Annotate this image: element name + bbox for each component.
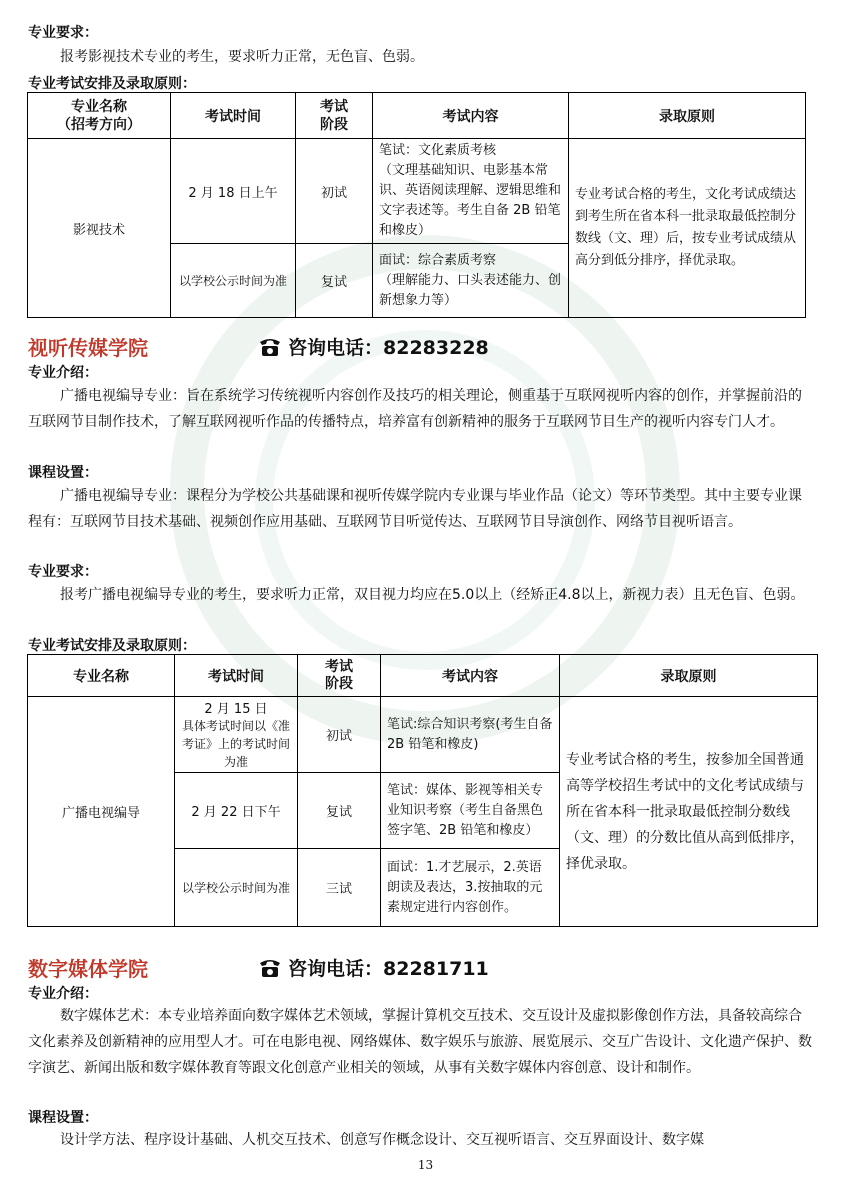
major-cell: 广播电视编导: [28, 697, 175, 927]
telephone-icon: [258, 958, 282, 978]
phone-number: 82283228: [383, 337, 489, 359]
telephone-icon: [258, 337, 282, 357]
college-title: 视听传媒学院: [28, 336, 148, 360]
table-row: [28, 697, 818, 773]
course-heading: 课程设置：: [28, 1110, 98, 1126]
stage-cell: 初试: [296, 139, 373, 244]
header-principle: 录取原则: [569, 93, 806, 139]
course-heading: 课程设置：: [28, 465, 98, 481]
table-header-row: [28, 93, 806, 139]
exam-heading: 专业考试安排及录取原则：: [28, 76, 196, 92]
time-cell: 2 月 22 日下午: [175, 773, 298, 849]
header-stage: 考试 阶段: [296, 93, 373, 139]
exam-table-2: [27, 654, 818, 927]
principle-cell: 专业考试合格的考生，按参加全国普通高等学校招生考试中的文化考试成绩与所在省本科一批录取最低控制分数线（文、理）的分数比值从高到低排序，择优录取。: [560, 697, 818, 927]
time-sub: 具体考试时间以《准考证》上的考试时间为准: [181, 719, 290, 769]
intro-text: 数字媒体艺术：本专业培养面向数字媒体艺术领域，掌握计算机交互技术、交互设计及虚拟影像创作方法，具备较高综合文化素养及创新精神的应用型人才。可在电影电视、网络媒体、数字娱乐与旅游、展览展示、交互广告设计、文化遗产保护、数字演艺、新闻出版和数字媒体教育等跟文化创意产业相关的领域，从事有关数字媒体内容创意、设计和制作。: [28, 1008, 812, 1076]
course-text: 设计学方法、程序设计基础、人机交互技术、创意写作概念设计、交互视听语言、交互界面设计、数字媒: [60, 1132, 704, 1148]
phone-number: 82281711: [383, 958, 489, 980]
phone-line: [258, 333, 489, 360]
time-main: 2 月 15 日: [204, 702, 268, 717]
content-cell: 面试：1.才艺展示，2.英语朗读及表达，3.按抽取的元素规定进行内容创作。: [381, 849, 560, 927]
header-major: 专业名称: [28, 655, 175, 697]
stage-cell: 三试: [298, 849, 381, 927]
phone-line: [258, 954, 489, 981]
course-text: 广播电视编导专业：课程分为学校公共基础课和视听传媒学院内专业课与毕业作品（论文）等环节类型。其中主要专业课程有：互联网节目技术基础、视频创作应用基础、互联网节目听觉传达、互联网节目导演创作、网络节目视听语言。: [28, 488, 802, 530]
exam-table-1: [27, 92, 806, 318]
content-cell: 笔试：媒体、影视等相关专业知识考察（考生自备黑色签字笔、2B 铅笔和橡皮）: [381, 773, 560, 849]
college-title: 数字媒体学院: [28, 957, 148, 981]
intro-text: 广播电视编导专业：旨在系统学习传统视听内容创作及技巧的相关理论，侧重基于互联网视听内容的创作，并掌握前沿的互联网节目制作技术，了解互联网视听作品的传播特点，培养富有创新精神的服务于互联网节目生产的视听内容专门人才。: [28, 388, 802, 430]
req-heading: 专业要求：: [28, 25, 98, 41]
stage-cell: 初试: [298, 697, 381, 773]
phone-label: 咨询电话：: [288, 958, 384, 980]
header-content: 考试内容: [381, 655, 560, 697]
content-cell: 笔试：文化素质考核 （文理基础知识、电影基本常识、英语阅读理解、逻辑思维和文字表述等。考生自备 2B 铅笔和橡皮）: [373, 139, 569, 244]
time-cell: 以学校公示时间为准: [175, 849, 298, 927]
req-heading: 专业要求：: [28, 564, 98, 580]
header-major: 专业名称 （招考方向）: [28, 93, 171, 139]
major-cell: 影视技术: [28, 139, 171, 318]
intro-heading: 专业介绍：: [28, 365, 98, 381]
req-text: 报考广播电视编导专业的考生，要求听力正常，双目视力均应在5.0以上（经矫正4.8以上，新视力表）且无色盲、色弱。: [60, 587, 805, 603]
header-stage: 考试 阶段: [298, 655, 381, 697]
stage-cell: 复试: [298, 773, 381, 849]
exam-heading: 专业考试安排及录取原则：: [28, 638, 196, 654]
table-header-row: [28, 655, 818, 697]
content-cell: 笔试:综合知识考察(考生自备 2B 铅笔和橡皮): [381, 697, 560, 773]
table-row: [28, 139, 806, 244]
phone-label: 咨询电话：: [288, 337, 384, 359]
time-cell: [175, 697, 298, 773]
header-content: 考试内容: [373, 93, 569, 139]
time-cell: 2 月 18 日上午: [171, 139, 296, 244]
header-time: 考试时间: [171, 93, 296, 139]
page-number: 13: [417, 1158, 434, 1172]
header-principle: 录取原则: [560, 655, 818, 697]
header-time: 考试时间: [175, 655, 298, 697]
principle-cell: 专业考试合格的考生，文化考试成绩达到考生所在省本科一批录取最低控制分数线（文、理）后，按专业考试成绩从高分到低分排序，择优录取。: [569, 139, 806, 318]
content-cell: 面试：综合素质考察 （理解能力、口头表述能力、创新想象力等）: [373, 244, 569, 318]
intro-heading: 专业介绍：: [28, 986, 98, 1002]
stage-cell: 复试: [296, 244, 373, 318]
req-text: 报考影视技术专业的考生，要求听力正常，无色盲、色弱。: [60, 49, 424, 65]
time-cell: 以学校公示时间为准: [171, 244, 296, 318]
